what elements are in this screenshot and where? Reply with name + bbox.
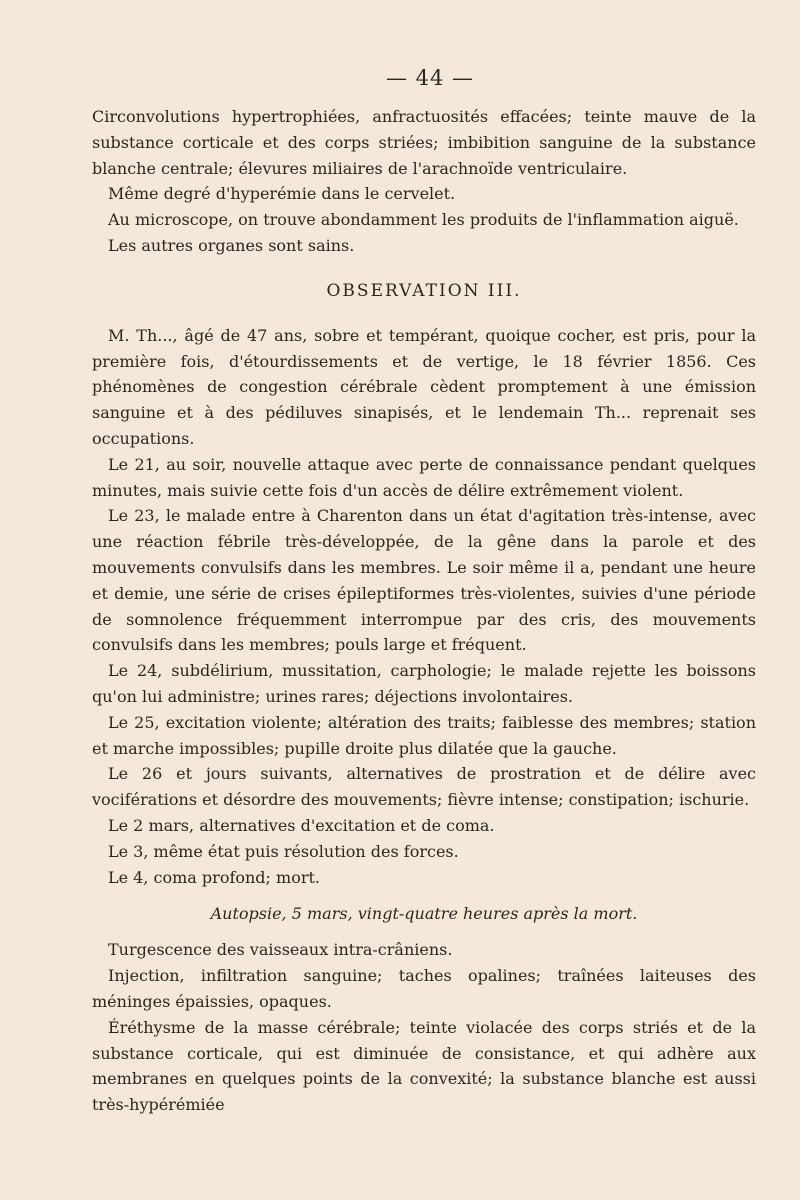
paragraph: Le 24, subdélirium, mussitation, carphologie; le malade rejette les boissons qu'on lui administre; urines rares; déjections involontaires. <box>92 661 756 706</box>
paragraph: Les autres organes sont sains. <box>108 235 355 255</box>
observation-title: OBSERVATION III. <box>326 280 522 301</box>
paragraph: Éréthysme de la masse cérébrale; teinte violacée des corps striés et de la substance corticale, qui est diminuée de consistance, et qui adhère aux membranes en quelques points de la convexité; la substance blanche est aussi très-hypérémiée <box>92 1017 756 1115</box>
autopsy-heading: Autopsie, 5 mars, vingt-quatre heures après la mort. <box>210 904 638 924</box>
page-number: — 44 — <box>385 66 475 90</box>
paragraph: Même degré d'hyperémie dans le cervelet. <box>108 184 456 204</box>
paragraph: Le 23, le malade entre à Charenton dans un état d'agitation très-intense, avec une réaction fébrile très-développée, de la gêne dans la parole et des mouvements convulsifs dans les membres. Le soir même il a, pendant une heure et demie, une série de crises épileptiformes très-violentes, suivies d'une période de somnolence fréquemment interrompue par des cris, des mouvements convulsifs dans les membres; pouls large et fréquent. <box>92 506 756 655</box>
paragraph: M. Th..., âgé de 47 ans, sobre et tempérant, quoique cocher, est pris, pour la première fois, d'étourdissements et de vertige, le 18 février 1856. Ces phénomènes de congestion cérébrale cèdent promptement à une émission sanguine et à des pédiluves sinapisés, et le lendemain Th... reprenait ses occupations. <box>92 325 756 448</box>
paragraph: Le 4, coma profond; mort. <box>108 867 320 887</box>
paragraph: Le 2 mars, alternatives d'excitation et de coma. <box>108 815 495 835</box>
paragraph: Le 25, excitation violente; altération des traits; faiblesse des membres; station et marche impossibles; pupille droite plus dilatée que la gauche. <box>92 712 756 758</box>
paragraph: Circonvolutions hypertrophiées, anfractuosités effacées; teinte mauve de la substance corticale et des corps striées; imbibition sanguine de la substance blanche centrale; élevures miliaires de l'arachnoïde ventriculaire. <box>92 107 756 178</box>
paragraph: Le 26 et jours suivants, alternatives de prostration et de délire avec vociférations et désordre des mouvements; fièvre intense; constipation; ischurie. <box>92 764 756 810</box>
paragraph: Injection, infiltration sanguine; taches opalines; traînées laiteuses des méninges épaissies, opaques. <box>92 966 756 1011</box>
paragraph: Turgescence des vaisseaux intra-crâniens. <box>108 940 453 960</box>
paragraph: Au microscope, on trouve abondamment les produits de l'inflammation aiguë. <box>108 210 739 230</box>
paragraph: Le 21, au soir, nouvelle attaque avec perte de connaissance pendant quelques minutes, mais suivie cette fois d'un accès de délire extrêmement violent. <box>92 454 756 500</box>
paragraph: Le 3, même état puis résolution des forces. <box>108 841 459 861</box>
